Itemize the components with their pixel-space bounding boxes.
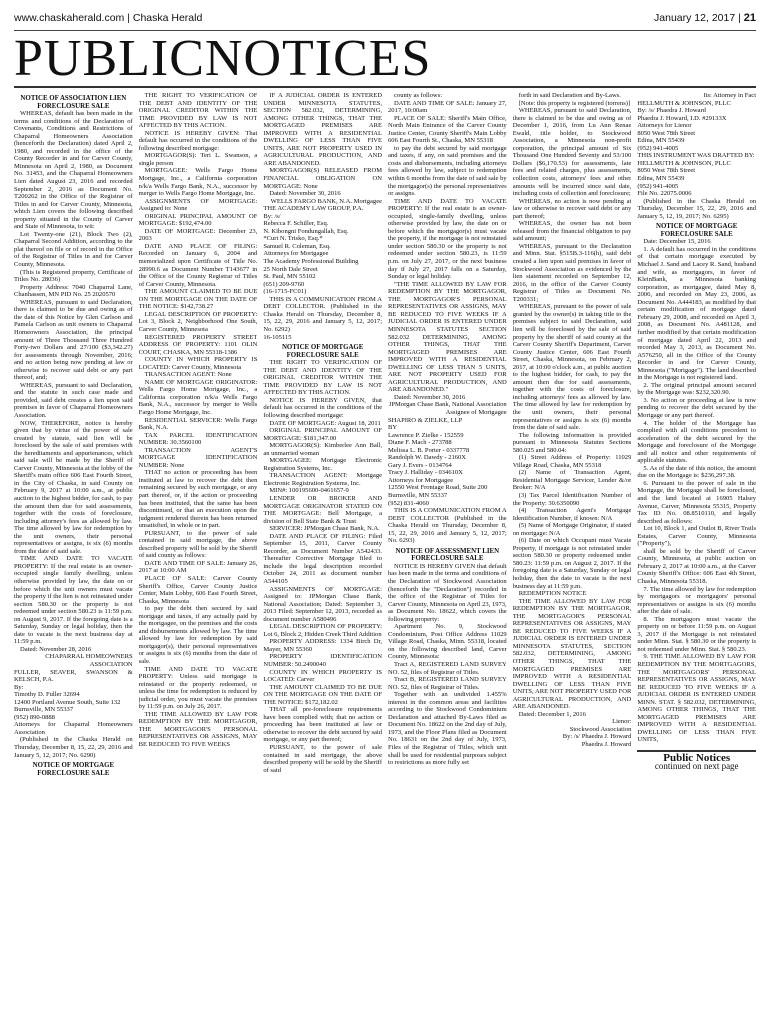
notice-paragraph: Burnsville, MN 55337 — [388, 491, 448, 499]
continued-label: Public Notices — [663, 752, 731, 765]
notice-paragraph: Lawrence P. Zielke - 152559 — [388, 431, 464, 439]
notice-paragraph: PLACE OF SALE: Sheriff's Main Office, North Main Entrance of the Carver County Justice Center, County Sheriff's Main Lobby 606 East Fourth St., Chaska, MN 55318 — [388, 114, 507, 145]
notice-paragraph: THE TIME ALLOWED BY LAW FOR REDEMPTION BY THE MORTGAGOR, THE MORTGAGOR'S PERSONAL REPRESENTATIVES OR ASSIGNS, MAY BE REDUCED TO FIVE WEEKS IF A JUDICIAL ORDER IS ENTERED UNDER MINNESOTA STATUTES, SECTION 582.032, DETERMINING, AMONG OTHER THINGS, THAT THE MORTGAGED PREMISES ARE IMPROVED WITH A RESIDENTIAL DWELLING OF LESS THAN FIVE UNITS, ARE NOT PROPERTY USED FOR AGRICULTURAL PRODUCTION, AND ARE ABANDONED. — [512, 597, 632, 711]
column-6 — [637, 92, 756, 1012]
notice-paragraph: (2) Name of Transaction Agent, Residential Mortgage Servicer, Lender &/or Broker: N/A — [512, 469, 632, 492]
notice-paragraph: PROPERTY ADDRESS: 1334 Birch Dr, Mayer, MN 55360 — [263, 638, 383, 653]
notice-paragraph: NOW, THEREFORE, notice is hereby given that by virtue of the power of sale created by statute, said lien will be foreclosed by the sale of said premises with the hereditaments and appurtenances, which said sale will be made by the Sheriff of Carver County, Minnesota at the lobby of the Sheriff's main office 606 East Fourth Street, in the City of Chaska, in said County on February 9, 2017 at 10:00 a.m., at public auction to the highest bidder, for cash, to pay the amount then due for said assessments, together with the costs of foreclosure, including attorney's fees as allowed by law. The time allowed by law for redemption by the unit owners, their personal representatives or assigns, is six (6) months from the date of said sale. — [14, 419, 133, 555]
notice-paragraph: Edina, MN 55439 — [637, 137, 685, 145]
notice-paragraph: 4. The holder of the Mortgage has complied with all conditions precedent to acceleration of the debt secured by the Mortgage and foreclosure of the Mortgage and all notice and other requirements of applicable statutes. — [637, 419, 757, 465]
notice-paragraph: NOTICE IS HEREBY GIVEN, that default has occurred in the conditions of the following described mortgage: — [263, 396, 383, 419]
notice-paragraph: St. Paul, MN 55102 — [263, 273, 316, 281]
notice-paragraph: PURSUANT, to the power of sale contained in said mortgage, the above described property will be sold by the Sheriff of said county as follows: — [138, 529, 258, 560]
notice-heading: NOTICE OF ASSOCIATION LIEN FORECLOSURE SALE — [20, 95, 127, 110]
notice-paragraph: By: /s/ Phaedra J. Howard — [637, 107, 706, 115]
notice-paragraph: 8050 West 78th Street — [637, 129, 696, 137]
notice-paragraph: PLACE OF SALE: Carver County Sheriff's Office, Carver County Justice Center, Main Lobby, 606 East Fourth Street, Chaska, Minnesota — [138, 575, 258, 605]
notice-paragraph: Lot Twenty-one (21), Block Two (2), Chaparral Second Addition, according to the plat thereof on file or of record in the Office of the Registrar of Titles in and for Carver County, Minnesota. — [14, 230, 133, 269]
notice-paragraph: [Note: this property is registered (torrens)] — [518, 99, 631, 107]
notice-paragraph: Attorneys for Lienor — [637, 122, 692, 130]
notice-paragraph: Samuel R. Coleman, Esq. — [263, 242, 331, 250]
notice-paragraph: Tract B, REGISTERED LAND SURVEY NO. 52, files of Registrar of Titles. — [388, 676, 507, 691]
notice-paragraph: Lienor: — [612, 718, 632, 726]
notice-paragraph: THIS IS A COMMUNICATION FROM A DEBT COLLECTOR (Published in the Chaska Herald on Thursday, December 8, 15, 22, 29, 2016 and January 5, 12, 2017; No. 6293) — [388, 507, 507, 545]
notice-paragraph: Attorneys for Mortgagee — [388, 476, 454, 484]
notice-paragraph: REGISTERED PROPERTY STREET ADDRESS OF PROPERTY: 1101 OLIN COURT, CHASKA, MN 55318-1386 — [138, 333, 258, 356]
notice-paragraph: Apartment No. 9, Stockwood Condominium, Post Office Address 11029 Village Road, Chaska, Minn. 55318, located on the following described land, Carver County, Minnesota: — [388, 623, 507, 661]
notice-paragraph: 16-105115 — [263, 333, 292, 341]
notice-paragraph: WHEREAS, the owner has not been released from the financial obligation to pay said amount; — [512, 220, 632, 243]
notice-paragraph: (5) Name of Mortgage Originator, if stated on mortgage: N/A — [512, 522, 632, 537]
notice-paragraph: Phaedra J. Howard, I.D. #29133X — [637, 114, 727, 122]
notice-paragraph: MORTGAGEE: Wells Fargo Home Mortgage, Inc., a California corporation n/k/a Wells Fargo Bank, N.A., successor by merger to Wells Fargo Home Mortgage, Inc. — [138, 167, 258, 198]
notice-paragraph: DATE OF MORTGAGE: December 23, 2003 — [138, 227, 258, 243]
notice-paragraph: (4) Transaction Agent's Mortgage Identification Number, if known: N/A — [512, 507, 632, 522]
notice-paragraph: (16-1715-FC01) — [263, 288, 307, 296]
notice-paragraph: HELLMUTH & JOHNSON, PLLC — [637, 159, 731, 167]
notice-paragraph: ASSIGNMENTS OF MORTGAGE: Assigned to: JPMorgan Chase Bank, National Association; Dated: September 3, 2013 Filed: September 12, 2013, recorded as document number A580496 — [263, 585, 383, 623]
notice-paragraph: THE RIGHT TO VERIFICATION OF THE DEBT AND IDENTITY OF THE ORIGINAL CREDITOR WITHIN THE TIME PROVIDED BY LAW IS NOT AFFECTED BY THIS ACTION. — [263, 359, 383, 397]
notice-paragraph: TAX PARCEL IDENTIFICATION NUMBER: 30.3560100 — [138, 431, 258, 447]
masthead — [14, 32, 756, 88]
notice-paragraph: SERVICER: JPMorgan Chase Bank, N.A. — [269, 525, 380, 533]
notice-paragraph: *Curt N. Trisko, Esq.* — [263, 235, 323, 243]
notice-paragraph: Stockwood Association — [569, 725, 632, 733]
notice-paragraph: THAT all pre-foreclosure requirements have been complied with; that no action or proceeding has been instituted at law or otherwise to recover the debt secured by said mortgage, or any part thereof; — [263, 706, 383, 744]
notice-paragraph: Dated: November 30, 2016 — [394, 393, 466, 401]
issue-date: January 12, 2017 | — [654, 12, 741, 24]
notice-paragraph: TIME AND DATE TO VACATE PROPERTY: If the real estate is an owner-occupied, single-family dwelling, unless otherwise provided by law, the date on or before which the mortgagor(s) must vacate the property, if the mortgage is not reinstated under section 580.30 or the property is not redeemed under section 580.23, is 11:59 p.m. on July 27, 2017, or the next business day if July 27, 2017 falls on a Saturday, Sunday or legal holiday. — [388, 197, 507, 281]
notice-paragraph: TRANSACTION AGENT: None — [144, 371, 232, 379]
notice-paragraph: forth in said Declaration and By-Laws. — [518, 92, 621, 99]
notice-paragraph: NOTICE IS HEREBY GIVEN: That default has occurred in the conditions of the following described mortgage: — [138, 129, 258, 152]
notice-paragraph: WHEREAS, pursuant to said Declaration, there is claimed to be due and owing as of the date of this Notice by Glen Carlson and Pamela Carlson as unit owners to Chaparral Homeowners Association, the principal amount of Three Thousand Three Hundred Forty-two Dollars and 27/100 ($3,342.27) for assessments through November, 2016; and no action being now pending at law or otherwise to recover said debt or any part thereof, and; — [14, 298, 133, 382]
column-5 — [513, 92, 632, 1012]
notice-paragraph: shall be sold by the Sheriff of Carver County, Minnesota, at public auction on February 2, 2017 at 10:00 a.m., at the Carver County Sheriff's Office: 606 East 4th Street, Chaska, Minnesota 55318. — [637, 547, 757, 585]
notice-paragraph: Together with an undivided 1.455% interest in the common areas and facilities according to the Stockwood Condominium Declaration and attached By-Laws filed as Document No. 18622 on the 2nd day of July, 1973, and the Floor Plans filed as Document No. 18631 on the 2nd day of July, 1973, Files of the Registrar of Titles, which unit shall be used for residential purposes subject to restrictions as more fully set — [388, 691, 507, 767]
notice-paragraph: (3) Tax Parcel Identification Number of the Property: 30.6350090 — [512, 491, 632, 507]
notice-paragraph: (6) Date on which Occupant must Vacate Property, if mortgage is not reinstated under section 580.30 or property redeemed under 580.23: 11:59 p.m. on August 2, 2017. If the foregoing date is a Saturday, Sunday or legal holiday, then the date to vacate is the next business day at 11:59 p.m. — [512, 537, 632, 590]
page-number: 21 — [743, 12, 756, 24]
notice-paragraph: Timothy D. Fuller 32694 — [14, 691, 80, 699]
notice-paragraph: MORTGAGEE: Mortgage Electronic Registration Systems, Inc. — [263, 457, 383, 472]
notice-paragraph: MORTGAGOR(S): Teri L. Swanson, a single person — [138, 152, 258, 167]
notice-paragraph: BY — [388, 424, 398, 432]
notice-paragraph: TIME AND DATE TO VACATE PROPERTY: If the real estate is an owner-occupied single family dwelling, unless otherwise provided by law, the date on or before which the unit owners must vacate the property if the lien is not reinstated under section 580.30 or the property is not redeemed under section 580.23 is 11:59 p.m. on August 9, 2017. If the foregoing date is a Saturday, Sunday or legal holiday, then the date to vacate is the next business day at 11:59 p.m. — [14, 555, 133, 646]
notice-paragraph: Phaedra J. Howard — [581, 741, 632, 749]
notice-paragraph: File No. 22075.0006 — [637, 190, 692, 198]
notice-paragraph: (Published in the Chaska Herald on Thursday, December 8, 15, 22, 29, 2016 and January 5, 12, 2017; No. 6290) — [14, 736, 133, 759]
notice-paragraph: MIN#: 100195600-0461657-9 — [269, 487, 349, 495]
page-header — [14, 6, 756, 31]
notice-paragraph: to pay the debt secured by said mortgage and taxes, if any, on said premises and the costs and disbursements, including attorneys fees allowed by law, subject to redemption within 6 months from the date of said sale by the mortgagor(s) the personal representatives or assigns. — [388, 144, 507, 198]
notice-paragraph: Attorneys for Mortgagee — [263, 250, 329, 258]
notice-paragraph: MORTGAGOR(S): Kimberlee Ann Ball, an unmarried woman — [263, 442, 383, 457]
section-title: PUBLICNOTICES — [14, 30, 432, 87]
notice-paragraph: Melissa L. B. Porter - 0337778 — [388, 446, 470, 454]
notice-paragraph: Attorneys for Chaparral Homeowners Association — [14, 721, 133, 736]
notice-paragraph: 1. A default has occurred in the conditions of that certain mortgage executed by Michael J. Sand and Lacey R. Sand, husband and wife, as mortgagors, in favor of KleinBank, a Minnesota banking corporation, as mortgagee, dated May 8, 2006, and recorded on May 23, 2006, as Document No. A444183, as modified by that certain modification of mortgage dated February 29, 2008, and recorded on April 3, 2008, as Document No. A481128, and further modified by that certain modification of mortgage dated April 22, 2013 and recorded May 3, 2013, as Document No. A576250, all in the Office of the County Recorder in and for Carver County, Minnesota ("Mortgage"). The land described in the Mortgage is not registered land. — [637, 245, 757, 382]
notice-paragraph: 5. As of the date of this notice, the amount due on the Mortgage is: $236,297.38. — [637, 464, 757, 480]
notice-paragraph: Lot 10, Block 1, and Outlot B, River Trails Estates, Carver County, Minnesota ("Property"), — [637, 525, 757, 548]
notice-paragraph: 12400 Portland Avenue South, Suite 132 — [14, 698, 121, 706]
notice-heading: NOTICE OF ASSESSMENT LIEN FORECLOSURE SALE — [395, 547, 500, 563]
notice-paragraph: WHEREAS, no action is now pending at law or otherwise to recover said debt or any part thereof; — [512, 197, 632, 220]
notice-paragraph: "THE TIME ALLOWED BY LAW FOR REDEMPTION BY THE MORTGAGOR, THE MORTGAGOR'S PERSONAL REPRESENTATIVES OR ASSIGNS, MAY BE REDUCED TO FIVE WEEKS IF A JUDICIAL ORDER IS ENTERED UNDER MINNESOTA STATUTES SECTION 582.032 DETERMINING, AMONG OTHER THINGS, THAT THE MORTGAGED PREMISES ARE IMPROVED WITH A RESIDENTIAL DWELLING OF LESS THAN 5 UNITS, ARE NOT PROPERTY USED FOR AGRICULTURAL PRODUCTION, AND ARE ABANDONED." — [388, 280, 507, 394]
notice-paragraph: N. Kibongni Fondungallah, Esq. — [263, 227, 349, 235]
notice-paragraph: TRANSACTION AGENT'S MORTGAGE IDENTIFICATION NUMBER: None — [138, 446, 258, 469]
notice-paragraph: 8050 West 78th Street — [637, 167, 696, 175]
notice-paragraph: TIME AND DATE TO VACATE PROPERTY: Unless said mortgage is reinstated or the property redeemed, or unless the time for redemption is reduced by judicial order, you must vacate the premises by 11:59 p.m. on July 26, 2017. — [138, 665, 258, 711]
notice-paragraph: (Published in the Chaska Herald on Thursday, December 15, 22, 29, 2016 and January 5, 12, 19, 2017; No. 6295) — [637, 197, 757, 220]
notice-paragraph: IF A JUDICIAL ORDER IS ENTERED UNDER MINNESOTA STATUTES, SECTION 582.032, DETERMINING, AMONG OTHER THINGS, THAT THE MORTGAGED PREMISES ARE IMPROVED WITH A RESIDENTIAL DWELLING OF LESS THAN FIVE UNITS, ARE NOT PROPERTY USED IN AGRICULTURAL PRODUCTION, AND ARE ABANDONED. — [263, 92, 383, 167]
notice-paragraph: 7. The time allowed by law for redemption by mortgagors or mortgagors' personal representatives or assigns is six (6) months after the date of sale. — [637, 585, 757, 616]
notice-paragraph: REDEMPTION NOTICE — [518, 590, 587, 598]
notice-paragraph: county as follows: — [394, 92, 443, 99]
notice-paragraph: Tract A, REGISTERED LAND SURVEY NO. 52, files of Registrar of Titles. — [388, 661, 507, 676]
notice-paragraph: (952) 941-4005 — [637, 182, 679, 190]
notice-paragraph: LENDER OR BROKER AND MORTGAGE ORIGINATOR STATED ON THE MORTGAGE: Bell Mortgage, a division of Bell State Bank & Trust — [263, 494, 383, 525]
notice-paragraph: Edina, MN 55439 — [637, 175, 685, 183]
notice-paragraph: Burnsville, MN 55337 — [14, 706, 74, 714]
column-3 — [263, 92, 382, 1012]
notice-paragraph: Gary J. Evers - 0134764 — [388, 461, 452, 469]
notice-paragraph: NOTICE IS HEREBY GIVEN that default has been made in the terms and conditions of the Declaration of Stockwood Association (henceforth the "Declaration") recorded in the office of the Registrar of Titles for Carver County, Minnesota on April 23, 1973, as Document No. 18622, which covers the following property: — [388, 562, 507, 623]
notice-paragraph: THIS INSTRUMENT WAS DRAFTED BY: — [637, 152, 755, 160]
notice-paragraph: THE TIME ALLOWED BY LAW FOR REDEMPTION BY THE MORTGAGOR, THE MORTGAGOR'S PERSONAL REPRESENTATIVES OR ASSIGNS, MAY BE REDUCED TO FIVE WEEKS — [138, 710, 258, 749]
notice-paragraph: COUNTY IN WHICH PROPERTY IS LOCATED: Carver County, Minnesota — [138, 356, 258, 371]
notice-paragraph: SHAPIRO & ZIELKE, LLP — [388, 416, 463, 424]
header-right — [654, 12, 756, 24]
notice-paragraph: By: /s/ — [263, 212, 281, 220]
notice-paragraph: WHEREAS, pursuant to the power of sale granted by the owner(s) in taking title to the premises subject to said Declaration, said lien will be foreclosed by the sale of said property by the sheriff of said county at the Carver County Sheriff's Department, Carver County Justice Center, 606 East Fourth Street, Chaska, Minnesota, on February 2, 2017, at 10:00 o'clock a.m., at public auction to the highest bidder, for cash, to pay the amount then due for said assessments, together with the costs of foreclosure, including attorneys' fees as allowed by law. The time allowed by law for redemption by the unit owners, their personal representatives or assigns is six (6) months from the date of said sale. — [512, 303, 632, 432]
notice-paragraph: COUNTY IN WHICH PROPERTY IS LOCATED: Carver — [263, 668, 383, 684]
notice-paragraph: THAT no action or proceeding has been instituted at law to recover the debt then remaining secured by such mortgage, or any part thereof, or, if the action or proceeding has been instituted, that the same has been discontinued, or that an execution upon the judgment rendered therein has been returned unsatisfied, in whole or in part. — [138, 469, 258, 530]
notice-paragraph: (1) Street Address of Property: 11029 Village Road, Chaska, MN 55318 — [512, 454, 632, 469]
notice-paragraph: (This is Registered property, Certificate of Titles No. 28036) — [14, 268, 133, 284]
notice-paragraph: ASSIGNMENTS OF MORTGAGE: Assigned to: None — [138, 197, 258, 213]
notice-paragraph: The Academy Professional Building — [263, 258, 359, 266]
notice-paragraph: 9. THE TIME ALLOWED BY LAW FOR REDEMPTION BY THE MORTGAGORS, THE MORTGAGORS' PERSONAL REPRESENTATIVES OR ASSIGNS, MAY BE REDUCED TO FIVE WEEKS IF A JUDICIAL ORDER IS ENTERED UNDER MINN. STAT. § 582.032, DETERMINING, AMONG OTHER THINGS, THAT THE MORTGAGED PREMISES ARE IMPROVED WITH A RESIDENTIAL DWELLING OF LESS THAN FIVE UNITS, — [637, 653, 757, 744]
notice-paragraph: MORTGAGOR(S) RELEASED FROM FINANCIAL OBLIGATION ON MORTGAGE: None — [263, 167, 383, 190]
notice-paragraph: THE AMOUNT CLAIMED TO BE DUE ON THE MORTGAGE ON THE DATE OF THE NOTICE: $142,738.27 — [138, 288, 258, 311]
notice-paragraph: The following information is provided pursuant to Minnesota Statutes Sections 580.025 and 580.04: — [512, 431, 632, 454]
notice-paragraph: Property Address: 7040 Chaparral Lane, Chanhassen, MN PID No. 25 2020570 — [14, 283, 133, 299]
notice-paragraph: 25 North Dale Street — [263, 265, 318, 273]
notice-paragraph: PURSUANT, to the power of sale contained in said mortgage, the above described property will be sold by the Sheriff of said — [263, 744, 383, 774]
notice-heading: NOTICE OF MORTGAGE FORECLOSURE SALE — [281, 344, 364, 359]
notice-paragraph: WHEREAS, pursuant to said Declaration, there is claimed to be due and owing as of December 1, 2016, from Lu Ann Renae Ewald, title holder, to Stockwood Association, a Minnesota non-profit corporation, the principal amount of Six Thousand One Hundred Seventy and 53/100 Dollars ($6,170.53) for assessments, late fees and related charges, plus assessments, collection costs, attorneys' fees and other amounts will be incurred since said date, including costs of collection and foreclosure; — [512, 107, 632, 198]
notice-paragraph: DATE AND PLACE OF FILING: Filed September 15, 2011, Carver County Recorder, as Document Number A542433. Thereafter Corrective Mortgage filed to include the legal description recorded October 24, 2011 as document number A544105 — [263, 532, 383, 585]
notice-paragraph: 6. Pursuant to the power of sale in the Mortgage, the Mortgage shall be foreclosed, and the land located at 16905 Halsey Avenue, Carver, Minnesota 55315, Property Tax ID No. 08.8510110, and legally described as follows: — [637, 479, 757, 525]
notice-paragraph: WHEREAS, pursuant to said Declaration, and the statute in such case made and provided, said debt creates a lien upon said premises in favor of Chaparral Homeowners Association. — [14, 381, 133, 419]
notice-paragraph: By: — [14, 683, 24, 691]
notice-paragraph: DATE OF MORTGAGE: August 18, 2011 — [269, 419, 381, 427]
notice-paragraph: Date: December 15, 2016 — [643, 238, 711, 246]
notice-paragraph: Its: Attorney in Fact — [703, 92, 757, 99]
continued-note: continued on next page — [654, 760, 739, 771]
notice-paragraph: NAME OF MORTGAGE ORIGINATOR: Wells Fargo Home Mortgage, Inc., a California corporation n/k/a Wells Fargo Bank, N.A., successor by merger to Wells Fargo Home Mortgage, Inc. — [138, 378, 258, 416]
notice-paragraph: WELLS FARGO BANK, N.A. Mortgagee — [270, 197, 383, 205]
column-4 — [388, 92, 507, 1012]
notice-paragraph: HELLMUTH & JOHNSON, PLLC — [637, 99, 731, 107]
notice-paragraph: By: /s/ Phaedra J. Howard — [562, 733, 632, 741]
notice-paragraph: DATE AND PLACE OF FILING: Recorded on January 6, 2004 and memorialized upon Certificate of Title No. 28990.6 as Document Number T143677 in the Office of the County Registrar of Titles of Carver County, Minnesota. — [138, 242, 258, 288]
notice-paragraph: Randolph W. Dawdy - 2160X — [388, 454, 467, 462]
notice-paragraph: LEGAL DESCRIPTION OF PROPERTY: Lot 3, Block 2, Neighborhood One South, Carver County, Minnesota — [138, 310, 258, 333]
notice-paragraph: (952) 941-4005 — [637, 144, 679, 152]
notice-paragraph: 12550 West Frontage Road, Suite 200 — [388, 484, 488, 492]
notice-paragraph: CHAPARRAL HOMEOWNERS ASSOCIATION — [45, 653, 133, 669]
notice-paragraph: 2. The original principal amount secured by the Mortgage was: $232,320.90. — [637, 381, 757, 397]
notice-paragraph: (952) 831-4060 — [388, 499, 429, 507]
notice-paragraph: (952) 890-0888 — [14, 713, 55, 721]
notice-paragraph: PROPERTY IDENTIFICATION NUMBER: 50.2490040 — [263, 653, 383, 669]
notice-paragraph: to pay the debt then secured by said mortgage and taxes, if any actually paid by the mortgagee, on the premises and the costs and disbursements allowed by law. The time allowed by law for redemption by said mortgagor(s), their personal representatives or assigns is six (6) months from the date of sale. — [138, 605, 258, 666]
notice-paragraph: FULLER, SEAVER, SWANSON & KELSCH, P.A. — [14, 668, 133, 684]
notice-heading: NOTICE OF MORTGAGE FORECLOSURE SALE — [655, 223, 738, 238]
notice-paragraph: DATE AND TIME OF SALE: January 26, 2017 at 10:00 AM — [138, 559, 258, 575]
notice-paragraph: Rebecca F. Schiller, Esq. — [263, 220, 329, 228]
notice-paragraph: WHEREAS, pursuant to the Declaration and Minn. Stat. §515B.3-116(h), said debt created a lien upon said premises in favor of Stockwood Association as evidenced by the lien statement recorded on September 12, 2016, in the office of the Carver County Registrar of Titles as Document No. T200331; — [512, 242, 632, 303]
notice-paragraph: Dated: December 1, 2016 — [518, 710, 586, 718]
notice-paragraph: WHEREAS, default has been made in the terms and conditions of the Declaration of Covenants, Conditions and Restrictions of Chaparral Homeowners Association (henceforth the Declaration) dated April 2, 1980, and recorded in the office of the County Recorder in and for Carver County, Minnesota on April 2, 1980, as Document No. 31453, and the Chaparral Homeowners Lien dated August 23, 2016 and recorded September 2, 2016 as Document No. T200262 in the Office of the Registrar of Titles in and for Carver County, Minnesota, which Lien covers the following described property situated in the County of Carver and State of Minnesota, to wit: — [14, 110, 133, 231]
notice-paragraph: LEGAL DESCRIPTION OF PROPERTY: Lot 6, Block 2, Hidden Creek Third Addition — [263, 623, 383, 638]
notice-paragraph: Dated: November 30, 2016 — [269, 190, 341, 198]
notice-paragraph: (651) 209-9760 — [263, 280, 305, 288]
notice-columns — [14, 92, 756, 1012]
notice-paragraph: THE ACADEMY LAW GROUP, P.A. — [263, 205, 364, 213]
notice-paragraph: THE RIGHT TO VERIFICATION OF THE DEBT AND IDENTITY OF THE ORIGINAL CREDITOR WITHIN THE TIME PROVIDED BY LAW IS NOT AFFECTED BY THIS ACTION. — [138, 92, 258, 130]
continued-box — [637, 750, 756, 770]
notice-paragraph: JPMorgan Chase Bank, National Association Assignee of Mortgagee — [388, 401, 507, 416]
notice-paragraph: ORIGINAL PRINCIPAL AMOUNT OF MORTGAGE: $192,474.00 — [138, 212, 258, 228]
column-1 — [14, 92, 133, 1012]
notice-paragraph: Tracy J. Halliday - 034610X — [388, 469, 463, 477]
notice-paragraph: THIS IS A COMMUNICATION FROM A DEBT COLLECTOR. (Published in the Chaska Herald on Thursday, December 8, 15, 22, 29, 2016 and January 5, 12, 2017; No. 6292) — [263, 295, 383, 333]
column-2 — [139, 92, 258, 1012]
notice-paragraph: RESIDENTIAL SERVICER: Wells Fargo Bank, N.A. — [138, 416, 258, 432]
notice-paragraph: THE AMOUNT CLAIMED TO BE DUE ON THE MORTGAGE ON THE DATE OF THE NOTICE: $172,182.02 — [263, 683, 383, 706]
notice-heading: NOTICE OF MORTGAGE FORECLOSURE SALE — [32, 762, 115, 777]
notice-paragraph: Dated: November 28, 2016 — [20, 645, 92, 653]
notice-paragraph: TRANSACTION AGENT: Mortgage Electronic Registration Systems, Inc. — [263, 472, 383, 487]
site-name: www.chaskaherald.com | Chaska Herald — [14, 12, 203, 24]
notice-paragraph: DATE AND TIME OF SALE: January 27, 2017, 10:00am — [388, 99, 507, 115]
notice-paragraph: ORIGINAL PRINCIPAL AMOUNT OF MORTGAGE: $181,347.00 — [263, 427, 383, 442]
notice-paragraph: Diane F. Mach - 273788 — [388, 439, 452, 447]
notice-paragraph: 8. The mortgagors must vacate the property on or before 11:59 p.m. on August 3, 2017 if the Mortgage is not reinstated under Minn. Stat. § 580.30 or the property is not redeemed under Minn. Stat. § 580.23. — [637, 615, 757, 653]
notice-paragraph: 3. No action or proceeding at law is now pending to recover the debt secured by the Mortgage or any part thereof. — [637, 396, 757, 419]
